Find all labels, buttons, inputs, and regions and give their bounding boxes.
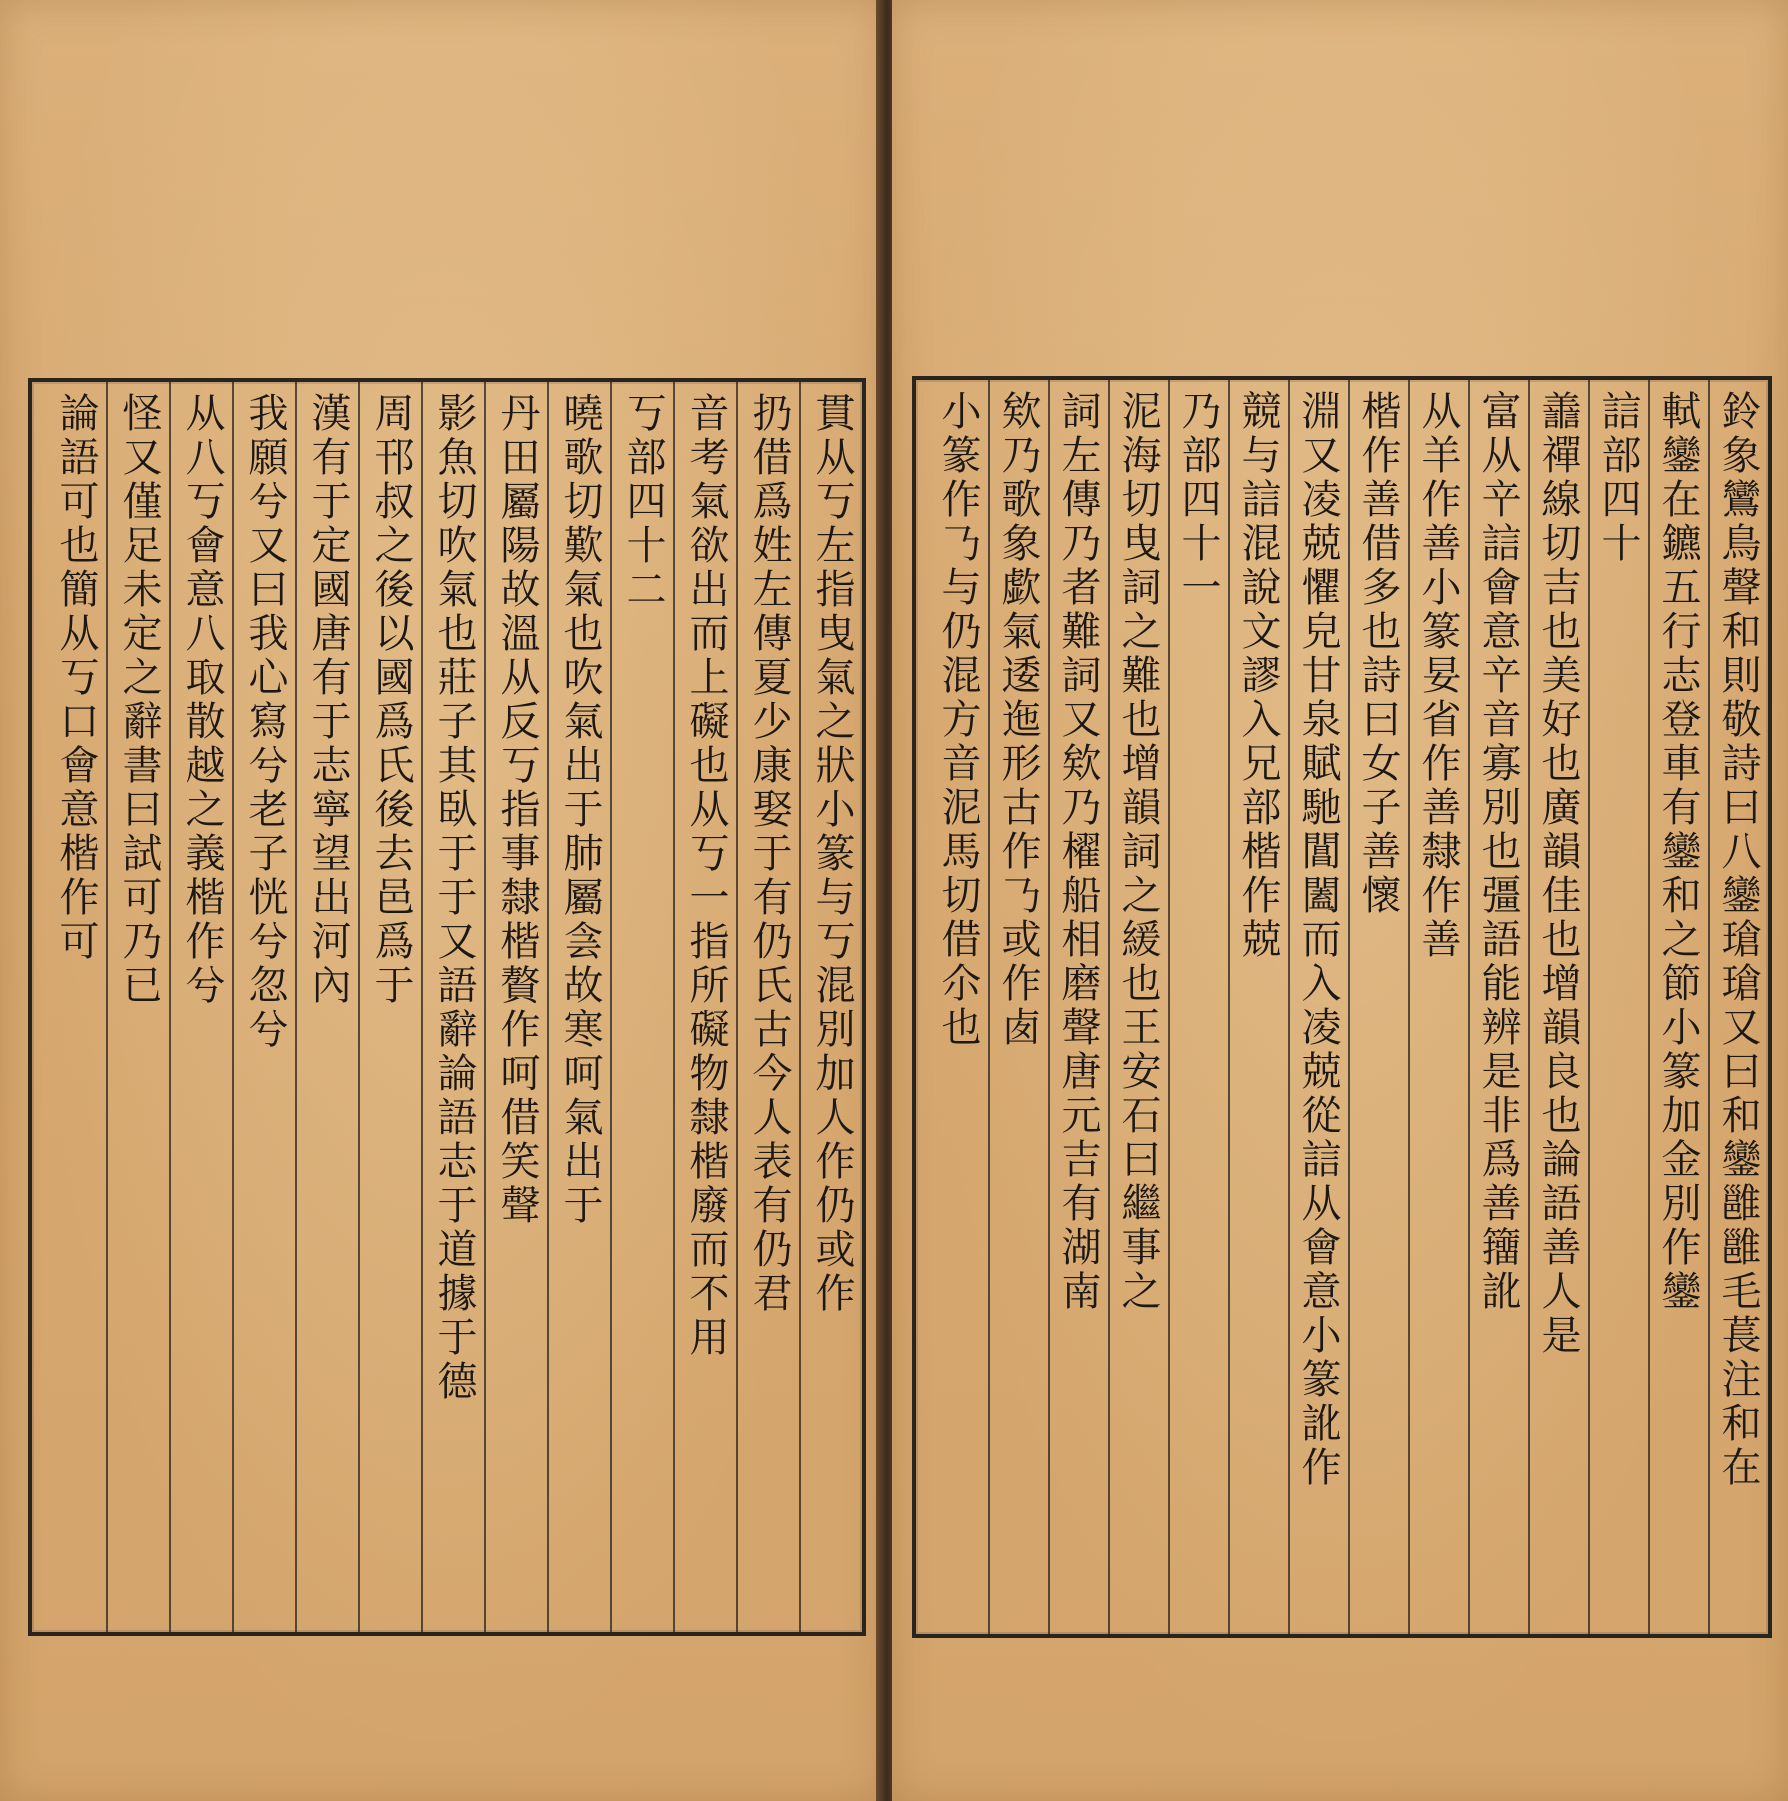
right-page-column: 軾鑾在鑣五行志登車有鑾和之節小篆加金別作鑾 xyxy=(1648,380,1708,1634)
left-page-column: 影魚切吹氣也莊子其臥于于又語辭論語志于道據于德 xyxy=(421,382,484,1632)
left-page-column: 丹田屬陽故溫从反丂指事隸楷贅作呵借笑聲 xyxy=(484,382,547,1632)
left-page xyxy=(0,0,882,1801)
right-columns xyxy=(916,380,1768,1634)
right-page-column: 誩部四十 xyxy=(1588,380,1648,1634)
right-page xyxy=(892,0,1788,1801)
right-page-column: 欸乃歌象歔氣逶迤形古作𠄎或作𠧧 xyxy=(988,380,1048,1634)
right-page-column: 淵又凌兢懼皃甘泉賦馳閶闔而入凌兢從誩从會意小篆訛作 xyxy=(1288,380,1348,1634)
left-page-column: 漢有于定國唐有于志寧望出河內 xyxy=(295,382,358,1632)
right-page-column: 富从䇂誩會意䇂音寡別也彊語能辨是非爲善籒訛 xyxy=(1468,380,1528,1634)
left-page-column: 曉歌切歎氣也吹氣出于肺屬侌故寒呵氣出于 xyxy=(547,382,610,1632)
right-page-column: 譱禪線切吉也美好也廣韻佳也增韻良也論語善人是 xyxy=(1528,380,1588,1634)
left-page-column: 怪又僅足未定之辭書曰試可乃已 xyxy=(106,382,169,1632)
left-page-column: 貫从丂左指曳氣之狀小篆与丂混別加人作仍或作 xyxy=(799,382,862,1632)
left-text-block xyxy=(28,378,866,1636)
right-page-column: 詞左傳乃者難詞又欸乃櫂船相磨聲唐元吉有湖南 xyxy=(1048,380,1108,1634)
right-page-column: 鈴象鸞鳥聲和則敬詩曰八鑾瑲瑲又曰和鑾雝雝毛萇注和在 xyxy=(1708,380,1768,1634)
left-page-column: 扔借爲姓左傳夏少康娶于有仍氏古今人表有仍君 xyxy=(736,382,799,1632)
left-columns xyxy=(32,382,862,1632)
right-page-column: 競与誩混說文謬入兄部楷作兢 xyxy=(1228,380,1288,1634)
right-page-column: 从羊作善小篆妟省作善隸作善 xyxy=(1408,380,1468,1634)
right-page-column: 小篆作𠄎与仍混方音泥馬切借尒也 xyxy=(935,390,981,1050)
right-page-column: 楷作善借多也詩曰女子善懷 xyxy=(1348,380,1408,1634)
right-page-column: 泥海切曳詞之難也增韻詞之緩也王安石曰繼事之 xyxy=(1108,380,1168,1634)
left-page-column: 从八丂會意八取散越之義楷作兮 xyxy=(169,382,232,1632)
left-page-column: 我願兮又曰我心寫兮老子恍兮忽兮 xyxy=(232,382,295,1632)
right-page-column: 乃部四十一 xyxy=(1168,380,1228,1634)
left-page-column: 論語可也簡从丂口會意楷作可 xyxy=(53,392,99,964)
right-text-block xyxy=(912,376,1772,1638)
left-page-column: 丂部四十二 xyxy=(610,382,673,1632)
left-page-column: 周邗叔之後以國爲氏後去邑爲于 xyxy=(358,382,421,1632)
left-page-column: 音考氣欲出而上礙也从丂一指所礙物隸楷廢而不用 xyxy=(673,382,736,1632)
